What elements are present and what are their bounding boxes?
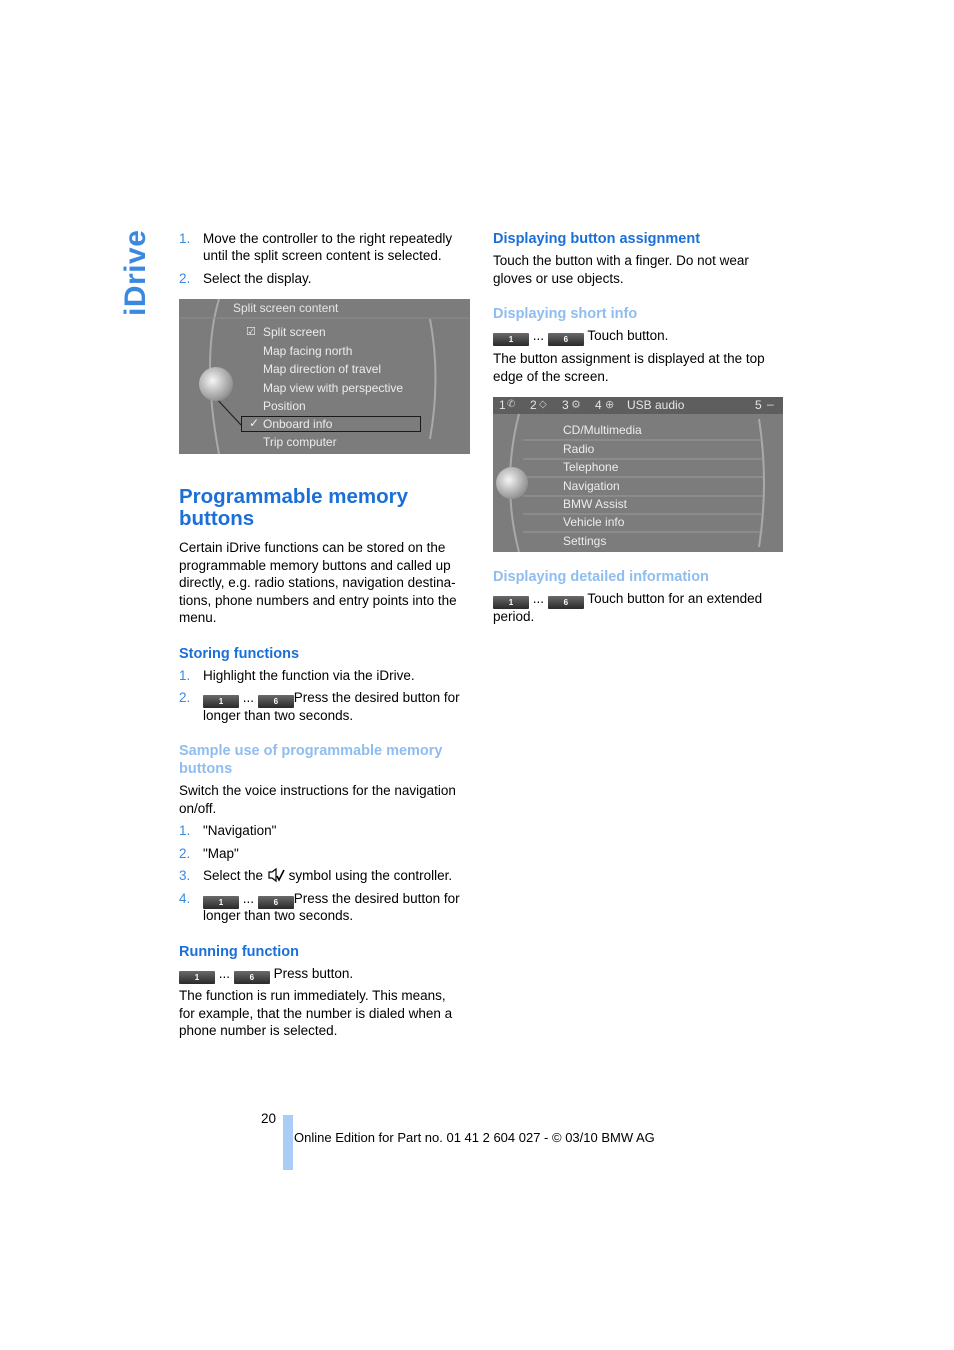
running-press: 1 ... 6 Press button. (179, 965, 353, 984)
list-item: 1. "Navigation" (179, 823, 277, 838)
list-item: 4. 1 ... 6 Press the desired button for (179, 891, 460, 907)
navigation-icon: ◇ (539, 399, 547, 410)
check-box-icon: ☑ (246, 326, 256, 338)
menu-item[interactable]: Radio (563, 442, 595, 456)
controller-knob-icon (199, 367, 233, 401)
memory-button-6-icon: 6 (258, 695, 294, 708)
checkmark-icon: ✓ (249, 416, 260, 430)
menu-item[interactable]: Vehicle info (563, 515, 625, 529)
detailed-info-cont: period. (493, 609, 535, 624)
section-tab (121, 228, 151, 314)
sample-heading: Sample use of programmable memory buttons (179, 743, 443, 777)
menu-item[interactable]: CD/Multimedia (563, 423, 642, 437)
screen-title: Split screen content (233, 301, 339, 315)
menu-item[interactable]: BMW Assist (563, 497, 628, 511)
short-info-heading: Displaying short info (493, 306, 638, 322)
short-info-paragraph: The button assignment is displayed at the top edge of the screen. (493, 351, 765, 384)
list-item: 1. Move the controller to the right repeatedly (179, 231, 453, 246)
memory-button-6-icon: 6 (234, 971, 270, 984)
memory-button-6-icon: 6 (258, 896, 294, 909)
list-item: 3. Select the symbol using the controller. (179, 867, 471, 885)
list-item-cont: until the split screen content is selected. (203, 248, 442, 263)
list-item: 1. Highlight the function via the iDrive. (179, 668, 415, 683)
memory-button-1-icon: 1 (203, 695, 239, 708)
dash-icon: – (767, 397, 774, 411)
menu-item[interactable]: Position (263, 399, 306, 413)
list-item-cont: longer than two seconds. (203, 908, 354, 923)
menu-item[interactable]: Map facing north (263, 344, 353, 358)
section-heading: Programmable memory buttons (179, 485, 409, 530)
detailed-info-touch: 1 ... 6 Touch button for an extended (493, 590, 762, 609)
menu-item[interactable]: Navigation (563, 479, 620, 493)
memory-button-1-icon: 1 (493, 596, 529, 609)
display-frame-icon (493, 397, 783, 552)
memory-button-1-icon: 1 (493, 333, 529, 346)
list-item-cont: longer than two seconds. (203, 708, 354, 723)
detailed-info-heading: Displaying detailed information (493, 569, 709, 585)
menu-item[interactable]: Split screen (263, 325, 326, 339)
memory-button-6-icon: 6 (548, 596, 584, 609)
list-item: 2. 1 ... 6 Press the desired button for (179, 690, 460, 706)
menu-item-selected[interactable]: Onboard info (263, 417, 333, 431)
menu-item[interactable]: Map view with perspective (263, 381, 404, 395)
page-number: 20 (261, 1111, 277, 1126)
footer-text: Online Edition for Part no. 01 41 2 604 027 - © 03/10 BMW AG (294, 1130, 655, 1145)
assign-heading: Displaying button assignment (493, 231, 701, 247)
settings-icon: ⚙ (571, 399, 581, 411)
phone-icon: ✆ (507, 399, 516, 410)
short-info-touch: 1 ... 6 Touch button. (493, 327, 668, 346)
running-heading: Running function (179, 944, 299, 960)
storing-heading: Storing functions (179, 646, 300, 662)
menu-item[interactable]: Telephone (563, 460, 619, 474)
running-paragraph: The function is run immediately. This means, for example, that the number is dialed when a phone number is selected. (179, 988, 453, 1038)
assign-paragraph: Touch the button with a finger. Do not wear gloves or use objects. (493, 253, 749, 286)
speaker-mute-icon (267, 867, 285, 888)
menu-item[interactable]: Map direction of travel (263, 362, 382, 376)
section-tab-label: iDrive (119, 229, 152, 316)
intro-paragraph: Certain iDrive functions can be stored on the programmable memory buttons and called up directly, e.g. radio stations, navigation destina- tions, phone numbers and entry points into the menu. (179, 540, 457, 625)
menu-item[interactable]: Trip computer (263, 435, 337, 449)
memory-button-6-icon: 6 (548, 333, 584, 346)
footer-accent-bar (283, 1115, 293, 1170)
split-screen-display (179, 299, 470, 454)
list-item: 2. "Map" (179, 846, 239, 861)
sample-intro: Switch the voice instructions for the navigation on/off. (179, 783, 456, 816)
audio-icon: ⊕ (605, 399, 615, 411)
memory-button-1-icon: 1 (179, 971, 215, 984)
short-info-display: 1 2 3 4 ✆ ◇ ⚙ ⊕ USB audio 5 – CD/Multimedia Radio Telephone Navigation BMW Assist Vehicle info Settings (493, 397, 783, 552)
list-item: 2. Select the display. (179, 271, 312, 286)
menu-item[interactable]: Settings (563, 534, 607, 548)
memory-button-1-icon: 1 (203, 896, 239, 909)
controller-knob-icon (496, 467, 528, 499)
